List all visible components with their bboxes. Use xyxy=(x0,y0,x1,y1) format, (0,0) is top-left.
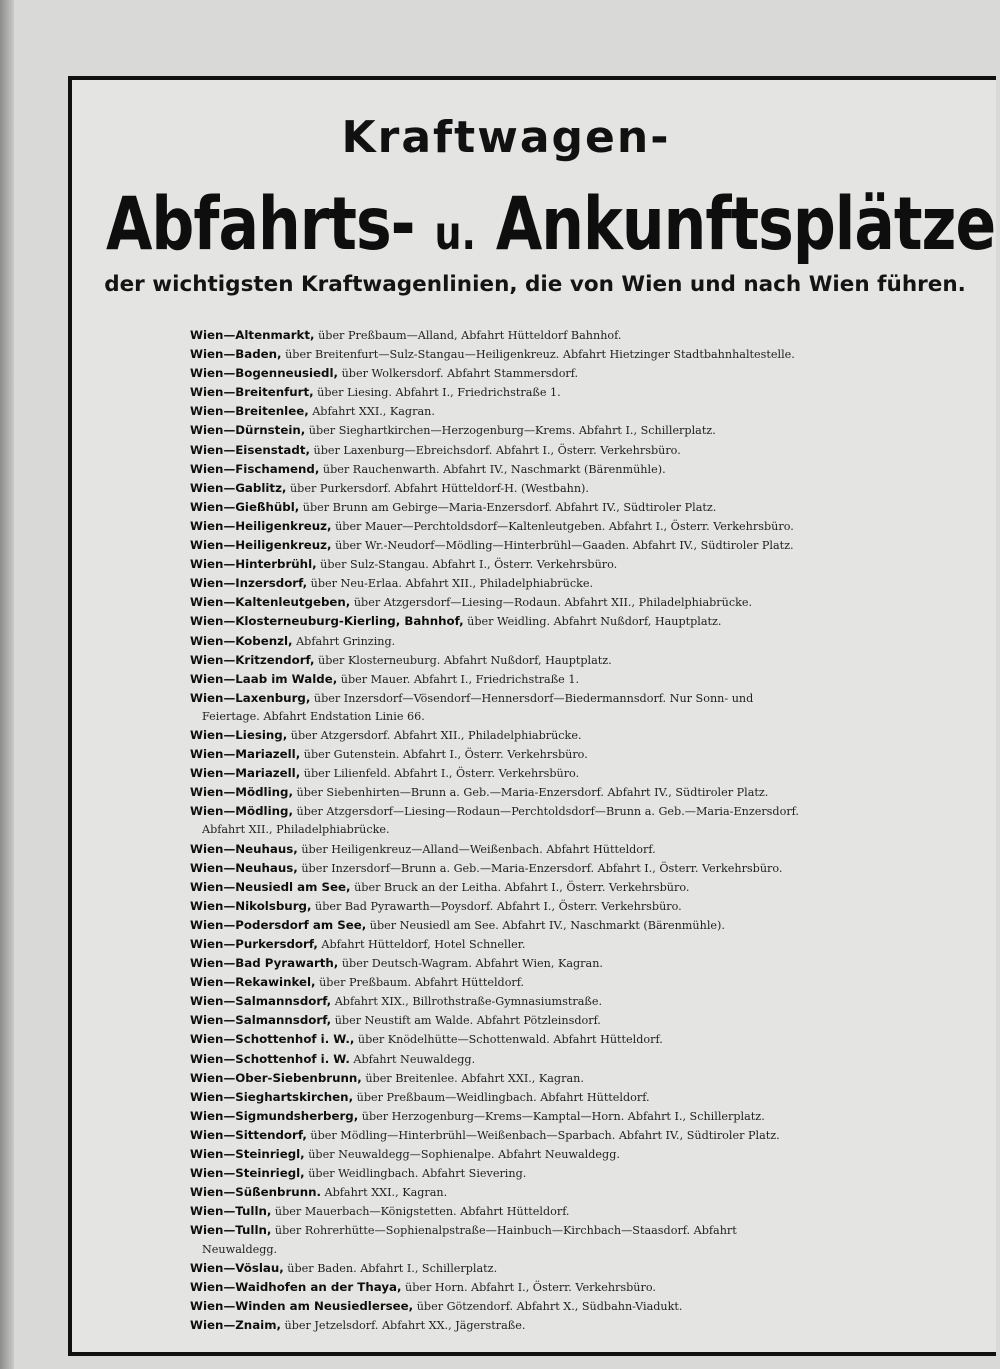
route-details: über Mauer. Abfahrt I., Friedrichstraße 1. xyxy=(337,672,580,686)
route-destination: Wien—Dürnstein, xyxy=(190,423,306,438)
route-destination: Wien—Baden, xyxy=(190,347,282,362)
title-und: u. xyxy=(434,206,476,260)
route-details: über Heiligenkreuz—Alland—Weißenbach. Abfahrt Hütteldorf. xyxy=(297,842,656,856)
route-destination: Wien—Breitenlee, xyxy=(190,404,309,419)
route-entry xyxy=(190,479,890,498)
route-entry xyxy=(190,726,890,745)
route-details: Abfahrt XIX., Billrothstraße-Gymnasiumstraße. xyxy=(331,995,603,1009)
route-details: Abfahrt XXI., Kagran. xyxy=(308,405,435,419)
route-destination: Wien—Steinriegl, xyxy=(190,1166,305,1181)
route-entry xyxy=(190,383,890,402)
route-entry xyxy=(190,783,890,802)
route-entry xyxy=(190,612,890,631)
route-entry xyxy=(190,745,890,764)
route-destination: Wien—Mariazell, xyxy=(190,766,301,781)
route-entry xyxy=(190,1297,890,1316)
route-details: über Rauchenwarth. Abfahrt IV., Naschmarkt (Bärenmühle). xyxy=(319,462,666,476)
route-destination: Wien—Eisenstadt, xyxy=(190,442,310,457)
route-entry xyxy=(190,536,890,555)
route-destination: Wien—Ober-Siebenbrunn, xyxy=(190,1070,362,1085)
route-destination: Wien—Salmannsdorf, xyxy=(190,1013,332,1028)
route-destination: Wien—Rekawinkel, xyxy=(190,975,316,990)
route-destination: Wien—Altenmarkt, xyxy=(190,328,315,342)
route-entry xyxy=(190,517,890,536)
route-details: über Horn. Abfahrt I., Österr. Verkehrsbüro. xyxy=(401,1280,656,1294)
route-destination: Wien—Sigmundsherberg, xyxy=(190,1108,359,1123)
route-details: über Neuwaldegg—Sophienalpe. Abfahrt Neuwaldegg. xyxy=(304,1148,620,1162)
route-entry xyxy=(190,764,890,783)
route-details: über Atzgersdorf. Abfahrt XII., Philadelphiabrücke. xyxy=(287,728,582,742)
route-destination: Wien—Inzersdorf, xyxy=(190,576,308,591)
route-destination: Wien—Fischamend, xyxy=(190,461,320,476)
route-entry xyxy=(190,651,890,670)
route-details: über Knödelhütte—Schottenwald. Abfahrt Hütteldorf. xyxy=(354,1033,663,1047)
route-entry xyxy=(190,1030,890,1049)
route-details: über Laxenburg—Ebreichsdorf. Abfahrt I., Österr. Verkehrsbüro. xyxy=(309,443,681,457)
route-entry xyxy=(190,1011,890,1030)
route-destination: Wien—Znaim, xyxy=(190,1317,281,1332)
route-details: über Mauerbach—Königstetten. Abfahrt Hütteldorf. xyxy=(271,1205,570,1219)
route-destination: Wien—Tulln, xyxy=(190,1223,272,1238)
route-destination: Wien—Gablitz, xyxy=(190,480,287,495)
route-details: über Weidlingbach. Abfahrt Sievering. xyxy=(304,1167,527,1181)
route-details: über Sulz-Stangau. Abfahrt I., Österr. Verkehrsbüro. xyxy=(316,558,618,572)
route-entry xyxy=(190,1050,890,1069)
route-destination: Wien—Sieghartskirchen, xyxy=(190,1089,354,1104)
route-details: über Jetzelsdorf. Abfahrt XX., Jägerstraße. xyxy=(280,1318,526,1332)
route-entry xyxy=(190,1278,890,1297)
route-destination: Wien—Purkersdorf, xyxy=(190,937,318,951)
route-details: über Bruck an der Leitha. Abfahrt I., Österr. Verkehrsbüro. xyxy=(350,880,690,894)
route-details: über Bad Pyrawarth—Poysdorf. Abfahrt I., Österr. Verkehrsbüro. xyxy=(311,899,682,913)
route-destination: Wien—Kritzendorf, xyxy=(190,652,315,667)
route-destination: Wien—Bogenneusiedl, xyxy=(190,366,339,381)
route-details: über Gutenstein. Abfahrt I., Österr. Verkehrsbüro. xyxy=(300,748,588,762)
route-destination: Wien—Vöslau, xyxy=(190,1260,284,1275)
route-details: über Preßbaum. Abfahrt Hütteldorf. xyxy=(315,976,525,990)
route-details: über Götzendorf. Abfahrt X., Südbahn-Viadukt. xyxy=(413,1299,683,1313)
route-entry xyxy=(190,992,890,1011)
route-destination: Wien—Neusiedl am See, xyxy=(190,879,351,894)
route-entry xyxy=(190,574,890,593)
route-entry xyxy=(190,954,890,973)
route-entry xyxy=(190,1069,890,1088)
route-destination: Wien—Süßenbrunn. xyxy=(190,1185,321,1200)
route-entry xyxy=(190,1259,890,1278)
route-details: über Wolkersdorf. Abfahrt Stammersdorf. xyxy=(338,367,579,381)
route-details: Abfahrt XXI., Kagran. xyxy=(320,1186,448,1200)
route-details-continued: Feiertage. Abfahrt Endstation Linie 66. xyxy=(202,709,425,723)
route-entry xyxy=(190,1316,890,1335)
route-details: über Neu-Erlaa. Abfahrt XII., Philadelphiabrücke. xyxy=(307,577,594,591)
route-entry xyxy=(190,935,890,954)
route-entry xyxy=(190,1107,890,1126)
title-abfahrts-ankunftsplaetze xyxy=(106,178,996,279)
route-entry xyxy=(190,421,890,440)
route-entry xyxy=(190,593,890,612)
route-details: über Mauer—Perchtoldsdorf—Kaltenleutgeben. Abfahrt I., Österr. Verkehrsbüro. xyxy=(331,519,794,533)
route-entry xyxy=(190,916,890,935)
page-edge xyxy=(0,0,14,1369)
route-details-continued: Neuwaldegg. xyxy=(202,1242,278,1256)
route-details: über Baden. Abfahrt I., Schillerplatz. xyxy=(283,1261,498,1275)
route-entry xyxy=(190,632,890,651)
route-entry xyxy=(190,326,890,345)
route-details: über Neusiedl am See. Abfahrt IV., Naschmarkt (Bärenmühle). xyxy=(366,918,725,932)
route-destination: Wien—Salmannsdorf, xyxy=(190,994,332,1009)
route-destination: Wien—Waidhofen an der Thaya, xyxy=(190,1279,402,1294)
route-entry xyxy=(190,859,890,878)
route-entry xyxy=(190,555,890,574)
route-details: Abfahrt Neuwaldegg. xyxy=(349,1052,476,1066)
route-destination: Wien—Heiligenkreuz, xyxy=(190,518,332,533)
route-destination: Wien—Mödling, xyxy=(190,804,293,819)
route-details: über Preßbaum—Weidlingbach. Abfahrt Hütteldorf. xyxy=(353,1090,650,1104)
route-entry xyxy=(190,402,890,421)
route-details: über Herzogenburg—Krems—Kamptal—Horn. Abfahrt I., Schillerplatz. xyxy=(358,1109,765,1123)
route-entry xyxy=(190,1221,890,1258)
route-details: über Lilienfeld. Abfahrt I., Österr. Verkehrsbüro. xyxy=(300,767,580,781)
route-destination: Wien—Tulln, xyxy=(190,1204,272,1219)
route-entry xyxy=(190,441,890,460)
route-entry xyxy=(190,1145,890,1164)
route-destination: Wien—Hinterbrühl, xyxy=(190,557,317,572)
route-entry xyxy=(190,802,890,839)
route-destination: Wien—Nikolsburg, xyxy=(190,898,312,913)
route-details: über Klosterneuburg. Abfahrt Nußdorf, Hauptplatz. xyxy=(314,653,612,667)
route-entry xyxy=(190,1183,890,1202)
route-destination: Wien—Laab im Walde, xyxy=(190,671,338,686)
route-details: über Weidling. Abfahrt Nußdorf, Hauptplatz. xyxy=(463,615,722,629)
route-details: Abfahrt Grinzing. xyxy=(292,634,396,648)
route-entry xyxy=(190,1088,890,1107)
route-destination: Wien—Bad Pyrawarth, xyxy=(190,956,339,971)
route-destination: Wien—Liesing, xyxy=(190,727,288,742)
route-details: über Mödling—Hinterbrühl—Weißenbach—Sparbach. Abfahrt IV., Südtiroler Platz. xyxy=(306,1128,780,1142)
route-details: über Siebenhirten—Brunn a. Geb.—Maria-Enzersdorf. Abfahrt IV., Südtiroler Platz. xyxy=(292,786,769,800)
route-details: über Deutsch-Wagram. Abfahrt Wien, Kagran. xyxy=(338,957,603,971)
route-entry xyxy=(190,689,890,726)
route-destination: Wien—Kobenzl, xyxy=(190,633,293,648)
route-destination: Wien—Mödling, xyxy=(190,785,293,800)
route-details: über Atzgersdorf—Liesing—Rodaun. Abfahrt XII., Philadelphiabrücke. xyxy=(350,596,753,610)
route-details: über Atzgersdorf—Liesing—Rodaun—Perchtoldsdorf—Brunn a. Geb.—Maria-Enzersdorf. xyxy=(292,805,799,819)
route-entry xyxy=(190,1202,890,1221)
route-destination: Wien—Steinriegl, xyxy=(190,1147,305,1162)
route-details: über Preßbaum—Alland, Abfahrt Hütteldorf Bahnhof. xyxy=(314,329,622,342)
route-details: über Sieghartkirchen—Herzogenburg—Krems. Abfahrt I., Schillerplatz. xyxy=(305,424,716,438)
route-entry xyxy=(190,345,890,364)
title-kraftwagen: Kraftwagen- xyxy=(341,112,671,163)
route-details: über Rohrerhütte—Sophienalpstraße—Hainbuch—Kirchbach—Staasdorf. Abfahrt xyxy=(271,1224,737,1238)
route-details: über Inzersdorf—Vösendorf—Hennersdorf—Biedermannsdorf. Nur Sonn- und xyxy=(310,691,754,705)
route-entry xyxy=(190,670,890,689)
route-details: über Inzersdorf—Brunn a. Geb.—Maria-Enzersdorf. Abfahrt I., Österr. Verkehrsbüro. xyxy=(297,861,783,875)
route-list xyxy=(190,326,890,1335)
route-destination: Wien—Schottenhof i. W. xyxy=(190,1051,350,1066)
route-destination: Wien—Mariazell, xyxy=(190,747,301,762)
route-entry xyxy=(190,498,890,517)
route-destination: Wien—Laxenburg, xyxy=(190,690,311,705)
route-destination: Wien—Kaltenleutgeben, xyxy=(190,595,351,610)
route-details: über Breitenlee. Abfahrt XXI., Kagran. xyxy=(361,1071,584,1085)
route-entry xyxy=(190,364,890,383)
route-entry xyxy=(190,840,890,859)
route-details: über Liesing. Abfahrt I., Friedrichstraße 1. xyxy=(313,386,561,400)
route-entry xyxy=(190,973,890,992)
route-details: über Purkersdorf. Abfahrt Hütteldorf-H. (Westbahn). xyxy=(286,481,589,495)
route-details: Abfahrt Hütteldorf, Hotel Schneller. xyxy=(317,938,526,951)
route-destination: Wien—Neuhaus, xyxy=(190,841,298,856)
route-destination: Wien—Klosterneuburg-Kierling, Bahnhof, xyxy=(190,614,464,629)
route-destination: Wien—Heiligenkreuz, xyxy=(190,538,332,553)
route-destination: Wien—Winden am Neusiedlersee, xyxy=(190,1298,414,1313)
route-details: über Wr.-Neudorf—Mödling—Hinterbrühl—Gaaden. Abfahrt IV., Südtiroler Platz. xyxy=(331,539,794,553)
route-destination: Wien—Breitenfurt, xyxy=(190,385,314,400)
route-details: über Breitenfurt—Sulz-Stangau—Heiligenkreuz. Abfahrt Hietzinger Stadtbahnhaltestelle. xyxy=(281,348,795,362)
route-destination: Wien—Schottenhof i. W., xyxy=(190,1032,355,1047)
route-destination: Wien—Neuhaus, xyxy=(190,860,298,875)
route-destination: Wien—Sittendorf, xyxy=(190,1127,307,1142)
route-entry xyxy=(190,1164,890,1183)
route-entry xyxy=(190,878,890,897)
route-destination: Wien—Gießhübl, xyxy=(190,499,300,514)
route-entry xyxy=(190,460,890,479)
route-entry xyxy=(190,1126,890,1145)
title-ankunftsplaetze: Ankunftsplätze xyxy=(495,181,996,268)
route-details: über Brunn am Gebirge—Maria-Enzersdorf. Abfahrt IV., Südtiroler Platz. xyxy=(299,500,717,514)
route-destination: Wien—Podersdorf am See, xyxy=(190,917,367,932)
route-entry xyxy=(190,897,890,916)
subtitle: der wichtigsten Kraftwagenlinien, die von Wien und nach Wien führen. xyxy=(104,272,966,297)
title-abfahrts: Abfahrts- xyxy=(106,181,415,268)
route-details: über Neustift am Walde. Abfahrt Pötzleinsdorf. xyxy=(331,1014,601,1028)
route-details-continued: Abfahrt XII., Philadelphiabrücke. xyxy=(202,823,390,837)
